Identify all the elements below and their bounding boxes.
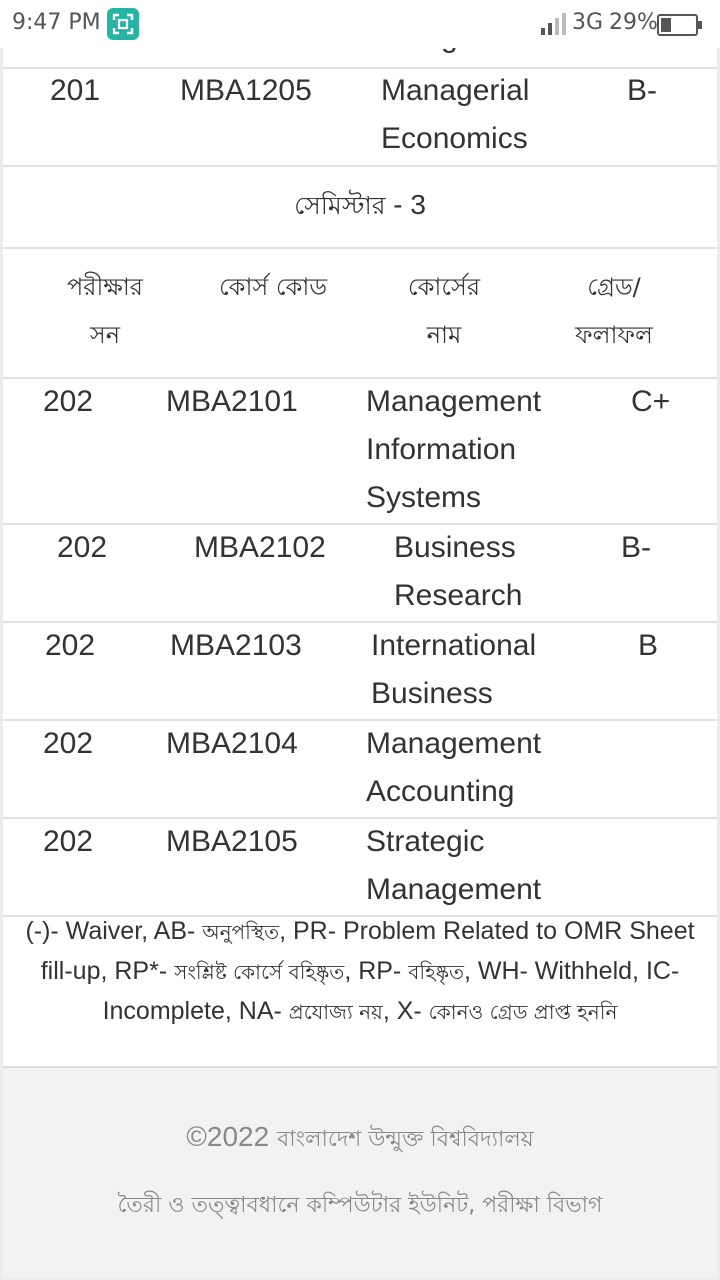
header-text: পরীক্ষার	[67, 273, 143, 301]
course-name: Accounting	[366, 775, 515, 808]
legend-text: , PR- Problem Related to OMR Sheet fill-up, RP*-	[40, 917, 695, 985]
course-name: Management	[366, 385, 542, 418]
status-time: 9:47 PM	[12, 10, 101, 35]
header-course-code	[193, 263, 353, 311]
row-divider	[3, 165, 717, 167]
course-code: MBA1205	[180, 74, 312, 107]
exam-session: 202	[57, 531, 108, 564]
exam-session: 202	[43, 825, 94, 858]
exam-session: 202	[45, 629, 96, 662]
header-text: নাম	[426, 321, 462, 349]
course-name: Management	[366, 873, 542, 906]
course-name: Systems	[366, 481, 482, 514]
legend-text: কোনও গ্রেড প্রাপ্ত হননি	[428, 1000, 618, 1024]
status-bar	[0, 0, 720, 48]
legend-text: , WH- Withheld, IC- Incomplete, NA-	[102, 957, 680, 1025]
exam-session: 202	[43, 727, 94, 760]
row-divider	[3, 817, 717, 819]
legend-text: সংশ্লিষ্ট কোর্সে বহিষ্কৃত	[174, 960, 345, 984]
course-code: MBA2103	[170, 629, 302, 662]
legend-text: প্রযোজ্য নয়	[288, 1000, 383, 1024]
row-divider	[3, 621, 717, 623]
course-name: Business	[394, 531, 516, 564]
network-type: 3G	[572, 10, 604, 35]
footer-credit: তৈরী ও তত্ত্বাবধানে কম্পিউটার ইউনিট, পরীক্ষা বিভাগ	[117, 1193, 603, 1218]
course-grade: B-	[621, 531, 651, 564]
course-code: MBA2101	[166, 385, 298, 418]
semester-separator: -	[385, 189, 411, 220]
course-grade: B	[638, 629, 659, 662]
header-text: গ্রেড/	[587, 273, 641, 301]
course-grade: C+	[631, 385, 671, 418]
battery-icon	[657, 14, 703, 42]
copyright	[3, 1116, 717, 1164]
legend-text: , X-	[382, 997, 429, 1025]
row-divider	[3, 67, 717, 69]
signal-icon	[540, 12, 570, 42]
header-text: কোর্সের	[407, 273, 481, 301]
course-name: Business	[371, 677, 493, 710]
course-name: Management	[366, 727, 542, 760]
row-divider	[3, 523, 717, 525]
legend-text: (-)- Waiver, AB-	[25, 917, 203, 945]
header-text: সন	[89, 321, 121, 349]
course-code: MBA2104	[166, 727, 298, 760]
course-name: Research	[394, 579, 523, 612]
legend-text: অনুপস্থিত	[202, 920, 280, 944]
course-name: International	[371, 629, 537, 662]
semester-label: সেমিস্টার	[294, 191, 386, 220]
course-code: MBA2105	[166, 825, 298, 858]
header-course-name	[379, 263, 509, 359]
course-grade: B-	[627, 74, 657, 107]
university-name: বাংলাদেশ উন্মুক্ত বিশ্ববিদ্যালয়	[276, 1127, 534, 1152]
exam-session: 201	[50, 74, 101, 107]
battery-percent: 29%	[609, 10, 658, 35]
grade-legend	[23, 912, 697, 1032]
header-exam-session	[43, 263, 167, 359]
legend-text: , RP-	[344, 957, 409, 985]
page-footer	[3, 1066, 717, 1278]
screenshot-scan-icon[interactable]	[107, 8, 139, 40]
legend-text: বহিষ্কৃত	[408, 960, 464, 984]
row-divider	[3, 377, 717, 379]
course-name: Information	[366, 433, 517, 466]
results-table	[3, 0, 717, 1066]
header-text: কোর্স কোড	[218, 273, 328, 301]
header-grade	[559, 263, 669, 359]
course-code: MBA2102	[194, 531, 326, 564]
row-divider	[3, 719, 717, 721]
row-divider	[3, 247, 717, 249]
copyright-year: ©2022	[186, 1121, 277, 1152]
semester-number: 3	[410, 189, 426, 220]
header-text: ফলাফল	[575, 321, 653, 349]
course-name: Economics	[381, 122, 528, 155]
exam-session: 202	[43, 385, 94, 418]
course-name: Managerial	[381, 74, 530, 107]
course-name: Strategic	[366, 825, 485, 858]
semester-heading	[3, 181, 717, 230]
